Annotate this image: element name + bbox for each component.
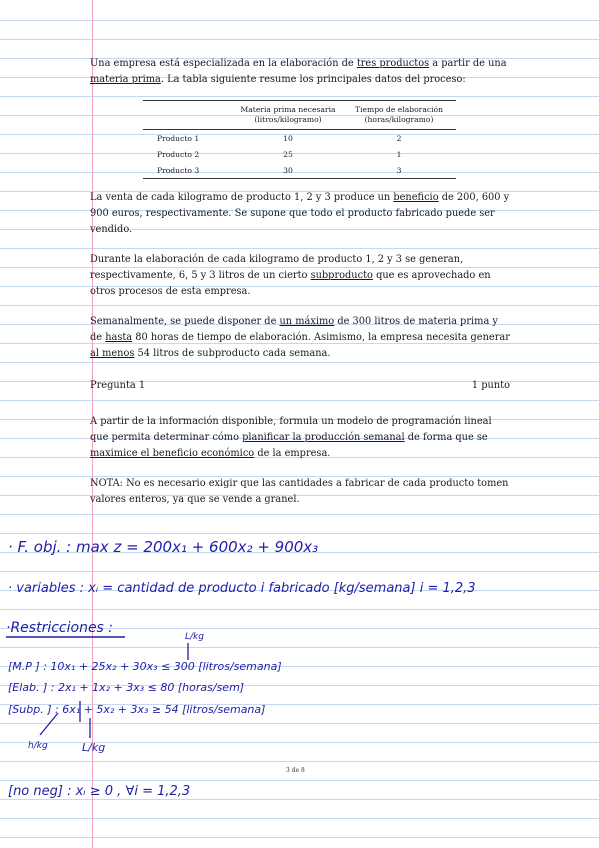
annotation-arrow-hkg — [40, 713, 58, 735]
restriction-materia-prima: [M.P ] : 10x₁ + 25x₂ + 30x₃ ≤ 300 [litros/semana] — [8, 660, 282, 673]
annotation-lkg2: L/kg — [82, 741, 106, 754]
restriction-elaboracion: [Elab. ] : 2x₁ + 1x₂ + 3x₃ ≤ 80 [horas/sem] — [8, 681, 245, 694]
header-tiempo: Tiempo de elaboración (horas/kilogramo) — [355, 105, 443, 124]
table-row: Producto 1 10 2 — [157, 133, 402, 143]
question-label: Pregunta 1 — [90, 380, 146, 391]
objective-function: · F. obj. : max z = 200x₁ + 600x₂ + 900x₃ — [8, 538, 319, 556]
paragraph-restricciones: Semanalmente, se puede disponer de un máximo de 300 litros de materia prima y de hasta 80 horas de tiempo de elaboración. Asimismo, la empresa necesita generar al menos 54 litros de subproducto cada semana. — [90, 316, 510, 359]
table-row: Producto 3 30 3 — [157, 165, 402, 175]
page-number: 3 de 8 — [286, 767, 305, 774]
paragraph-nota: NOTA: No es necesario exigir que las cantidades a fabricar de cada producto tomen valores enteros, ya que se vende a granel. — [90, 478, 509, 505]
paragraph-subproducto: Durante la elaboración de cada kilogramo de producto 1, 2 y 3 se generan, respectivamente, 6, 5 y 3 litros de un cierto subproducto que es aprovechado en otros procesos de esta empresa. — [90, 254, 491, 297]
restriction-subproducto: [Subp. ] : 6x₁ + 5x₂ + 3x₃ ≥ 54 [litros/semana] — [8, 703, 266, 716]
restrictions-title: ·Restricciones : — [6, 620, 114, 636]
intro-paragraph: Una empresa está especializada en la elaboración de tres productos a partir de una materia prima. La tabla siguiente resume los principales datos del proceso: — [90, 58, 507, 85]
header-materia-prima: Materia prima necesaria (litros/kilogramo) — [240, 105, 336, 124]
paragraph-beneficio: La venta de cada kilogramo de producto 1, 2 y 3 produce un beneficio de 200, 600 y 900 euros, respectivamente. Se supone que todo el producto fabricado puede ser vendido. — [90, 192, 510, 235]
variables-definition: · variables : xᵢ = cantidad de producto i fabricado [kg/semana] i = 1,2,3 — [8, 581, 476, 596]
annotation-hkg: h/kg — [28, 741, 48, 751]
question-points: 1 punto — [471, 380, 510, 391]
paragraph-question: A partir de la información disponible, formula un modelo de programación lineal que permita determinar cómo planificar la producción semanal de forma que se maximice el beneficio económico de la empresa. — [90, 416, 492, 459]
table-row: Producto 2 25 1 — [157, 149, 402, 159]
non-negativity: [no neg] : xᵢ ≥ 0 , ∀i = 1,2,3 — [8, 784, 191, 799]
annotation-lkg: L/kg — [185, 632, 204, 642]
